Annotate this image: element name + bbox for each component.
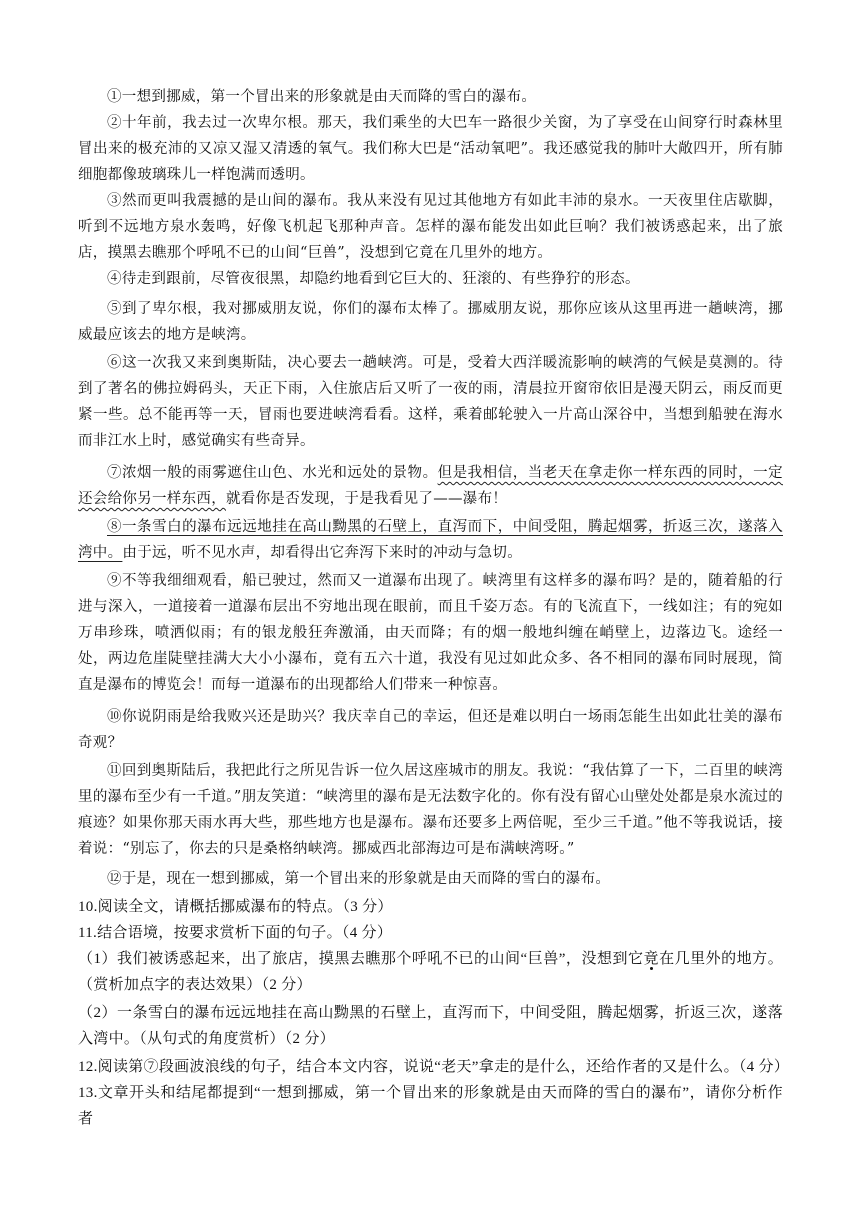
question-11-part-1 [78, 946, 783, 998]
paragraph-6: ⑥这一次我又来到奥斯陆，决心要去一趟峡湾。可是，受着大西洋暖流影响的峡湾的气候是莫测的。待到了著名的佛拉姆码头，天正下雨，入住旅店后又听了一夜的雨，清晨拉开窗帘依旧是漫天阴云，雨反而更紧一些。总不能再等一天，冒雨也要进峡湾看看。这样，乘着邮轮驶入一片高山深谷中，当想到船驶在海水而非江水上时，感觉确实有些奇异。 [78, 355, 783, 449]
question-13: 13.文章开头和结尾都提到“一想到挪威，第一个冒出来的形象就是由天而降的雪白的瀑布”，请你分析作者 [78, 1085, 783, 1127]
paragraph-1: ①一想到挪威，第一个冒出来的形象就是由天而降的雪白的瀑布。 [107, 89, 537, 105]
question-10: 10.阅读全文，请概括挪威瀑布的特点。（3 分） [78, 899, 393, 915]
paragraph-2: ②十年前，我去过一次卑尔根。那天，我们乘坐的大巴车一路很少关窗，为了享受在山间穿行时森林里冒出来的极充沛的又凉又湿又清透的氧气。我们称大巴是“活动氧吧”。我还感觉我的肺叶大敞四开，所有肺细胞都像玻璃珠儿一样饱满而透明。 [78, 115, 783, 183]
paragraph-4: ④待走到跟前，尽管夜很黑，却隐约地看到它巨大的、狂滚的、有些狰狞的形态。 [107, 271, 640, 287]
paragraph-3: ③然而更叫我震撼的是山间的瀑布。我从来没有见过其他地方有如此丰沛的泉水。一天夜里住店歇脚，听到不远地方泉水轰鸣，好像飞机起飞那种声音。怎样的瀑布能发出如此巨响？我们被诱惑起来，出了旅店，摸黑去瞧那个呼吼不已的山间“巨兽”，没想到它竟在几里外的地方。 [78, 193, 783, 261]
paragraph-8 [78, 514, 783, 566]
question-11-part-2: （2）一条雪白的瀑布远远地挂在高山黝黑的石壁上，直泻而下，中间受阻，腾起烟雾，折返三次，遂落入湾中。（从句式的角度赏析）（2 分） [78, 1005, 783, 1047]
paragraph-10: ⑩你说阴雨是给我败兴还是助兴？我庆幸自己的幸运，但还是难以明白一场雨怎能生出如此壮美的瀑布奇观？ [78, 709, 783, 751]
wavy-underlined-sentence: 但是我相信，当老天在拿走你一样东西的同时，一定还会给你另一样东西， [78, 465, 783, 507]
question-11-part-1-text: （1）我们被诱惑起来，出了旅店，摸黑去瞧那个呼吼不已的山间“巨兽”，没想到它 [78, 951, 644, 967]
paragraph-7-start: ⑦浓烟一般的雨雾遮住山色、水光和远处的景物。 [107, 465, 438, 481]
underlined-sentence: ⑧一条雪白的瀑布远远地挂在高山黝黑的石壁上，直泻而下，中间受阻，腾起烟雾，折返三次，遂落入湾中。 [78, 519, 783, 561]
question-11: 11.结合语境，按要求赏析下面的句子。（4 分） [78, 925, 393, 941]
paragraph-12: ⑫于是，现在一想到挪威，第一个冒出来的形象就是由天而降的雪白的瀑布。 [107, 871, 611, 887]
paragraph-7 [78, 460, 783, 512]
question-11-part-1-text-end: 在几里外的地方。（赏析加点字的表达效果）（2 分） [78, 951, 783, 993]
question-12: 12.阅读第⑦段画波浪线的句子，结合本文内容，说说“老天”拿走的是什么，还给作者的又是什么。（4 分） [78, 1059, 790, 1075]
paragraph-7-end: 就看你是否发现，于是我看见了——瀑布！ [226, 491, 508, 507]
paragraph-5: ⑤到了卑尔根，我对挪威朋友说，你们的瀑布太棒了。挪威朋友说，那你应该从这里再进一趟峡湾，挪威最应该去的地方是峡湾。 [78, 301, 783, 343]
dotted-character: 竟 [643, 951, 660, 967]
paragraph-11: ⑪回到奥斯陆后，我把此行之所见告诉一位久居这座城市的朋友。我说：“我估算了一下，二百里的峡湾里的瀑布至少有一千道。”朋友笑道：“峡湾里的瀑布是无法数字化的。你有没有留心山壁处处都是泉水流过的痕迹？如果你那天雨水再大些，那些地方也是瀑布。瀑布还要多上两倍呢，至少三千道。”他不等我说话，接着说：“别忘了，你去的只是桑格纳峡湾。挪威西北部海边可是布满峡湾呀。” [78, 763, 783, 857]
paragraph-8-end: 由于远，听不见水声，却看得出它奔泻下来时的冲动与急切。 [122, 545, 523, 561]
paragraph-9: ⑨不等我细细观看，船已驶过，然而又一道瀑布出现了。峡湾里有这样多的瀑布吗？是的，随着船的行进与深入，一道接着一道瀑布层出不穷地出现在眼前，而且千姿万态。有的飞流直下，一线如注；有的宛如万串珍珠，喷洒似雨；有的银龙般狂奔激涌，由天而降；有的烟一般地纠缠在峭壁上，边落边飞。途经一处，两边危崖陡壁挂满大大小小瀑布，竟有五六十道，我没有见过如此众多、各不相同的瀑布同时展现，简直是瀑布的博览会！而每一道瀑布的出现都给人们带来一种惊喜。 [78, 573, 783, 693]
